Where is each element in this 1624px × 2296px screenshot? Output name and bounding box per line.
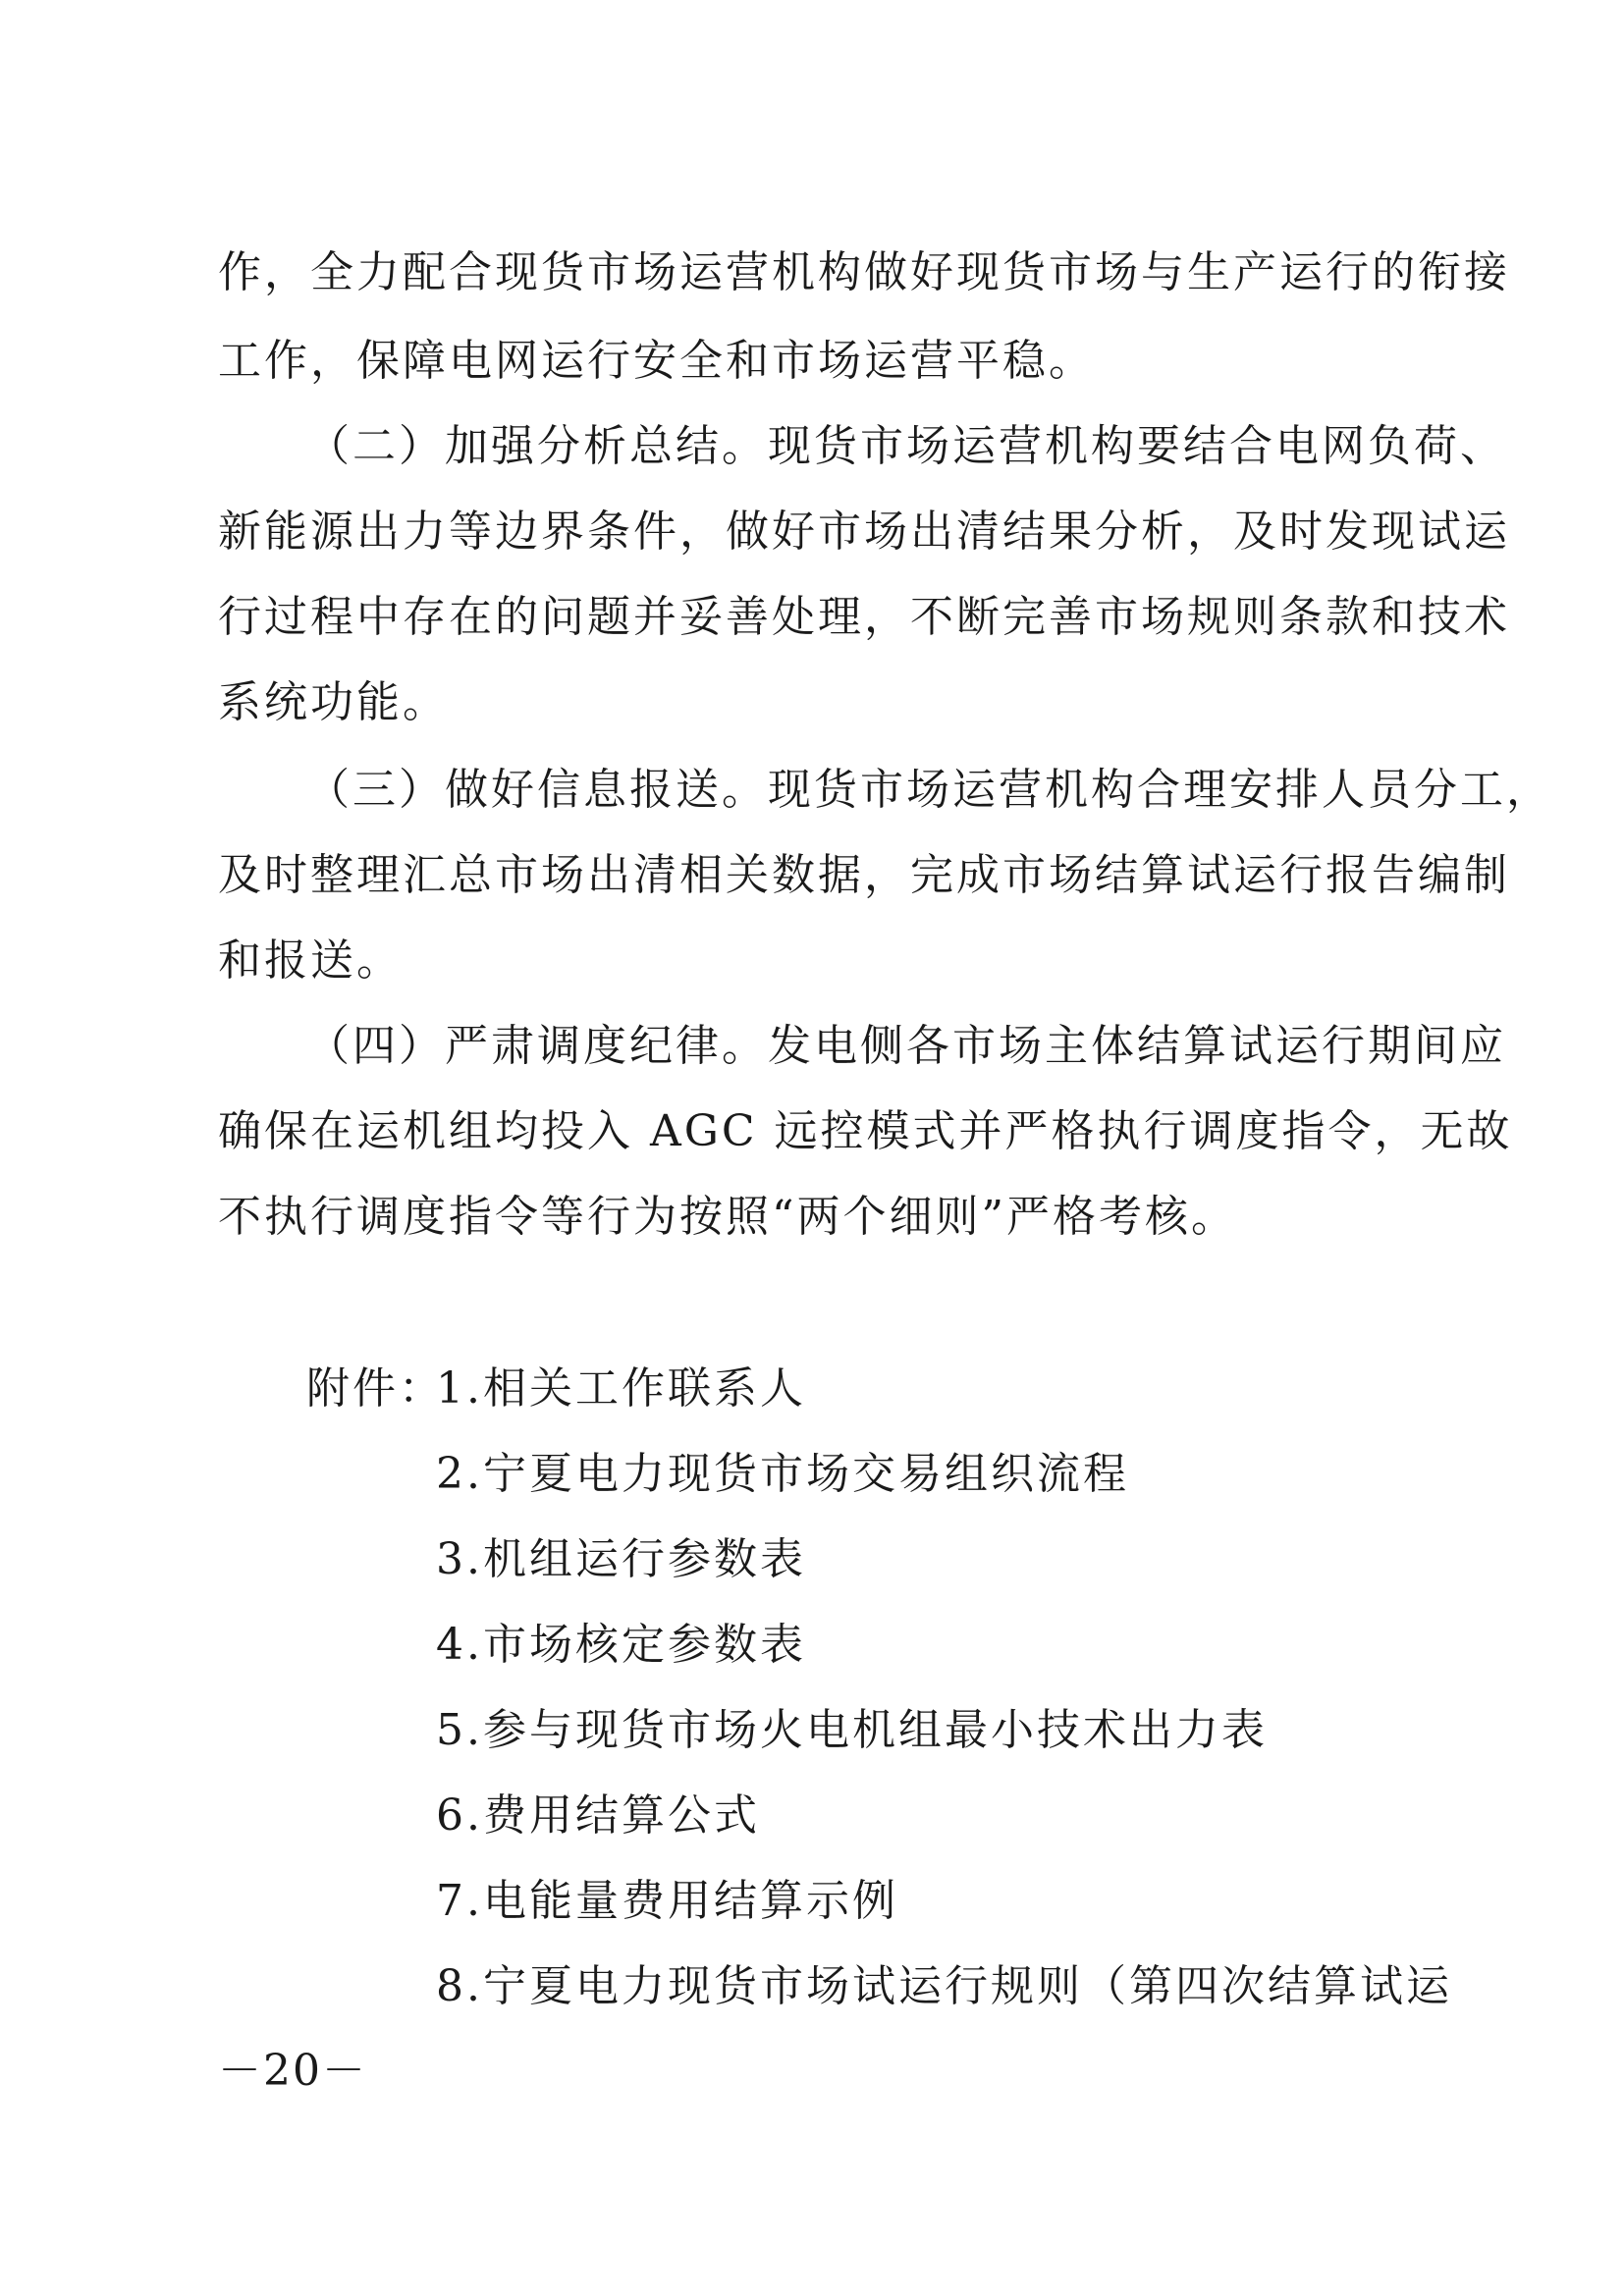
paragraph-line: 系统功能。 bbox=[218, 677, 449, 727]
paragraph-line: 作，全力配合现货市场运营机构做好现货市场与生产运行的衔接 bbox=[218, 247, 1510, 297]
attachment-item: 8.宁夏电力现货市场试运行规则（第四次结算试运 bbox=[436, 1961, 1452, 2011]
attachment-item: 4.市场核定参数表 bbox=[436, 1620, 806, 1670]
paragraph-line: （四）严肃调度纪律。发电侧各市场主体结算试运行期间应 bbox=[306, 1021, 1506, 1071]
attachment-item: 2.宁夏电力现货市场交易组织流程 bbox=[436, 1449, 1129, 1499]
paragraph-line: 及时整理汇总市场出清相关数据，完成市场结算试运行报告编制 bbox=[218, 850, 1510, 900]
paragraph-line: 行过程中存在的问题并妥善处理，不断完善市场规则条款和技术 bbox=[218, 592, 1510, 642]
paragraph-line: 确保在运机组均投入 AGC 远控模式并严格执行调度指令，无故 bbox=[218, 1106, 1513, 1156]
paragraph-line: （二）加强分析总结。现货市场运营机构要结合电网负荷、 bbox=[306, 421, 1506, 471]
paragraph-line: 不执行调度指令等行为按照“两个细则”严格考核。 bbox=[218, 1192, 1237, 1242]
attachment-item: 7.电能量费用结算示例 bbox=[436, 1876, 898, 1926]
paragraph-line: 和报送。 bbox=[218, 935, 403, 986]
attachment-item: 3.机组运行参数表 bbox=[436, 1534, 806, 1584]
paragraph-line: 工作，保障电网运行安全和市场运营平稳。 bbox=[218, 336, 1095, 386]
page-number: －20－ bbox=[218, 2046, 367, 2096]
attachments-heading: 附件： bbox=[306, 1363, 445, 1414]
attachment-item: 5.参与现货市场火电机组最小技术出力表 bbox=[436, 1705, 1268, 1755]
attachment-item: 1.相关工作联系人 bbox=[436, 1363, 806, 1414]
attachment-item: 6.费用结算公式 bbox=[436, 1790, 760, 1841]
paragraph-line: （三）做好信息报送。现货市场运营机构合理安排人员分工， bbox=[306, 765, 1552, 815]
paragraph-line: 新能源出力等边界条件，做好市场出清结果分析，及时发现试运 bbox=[218, 507, 1510, 557]
